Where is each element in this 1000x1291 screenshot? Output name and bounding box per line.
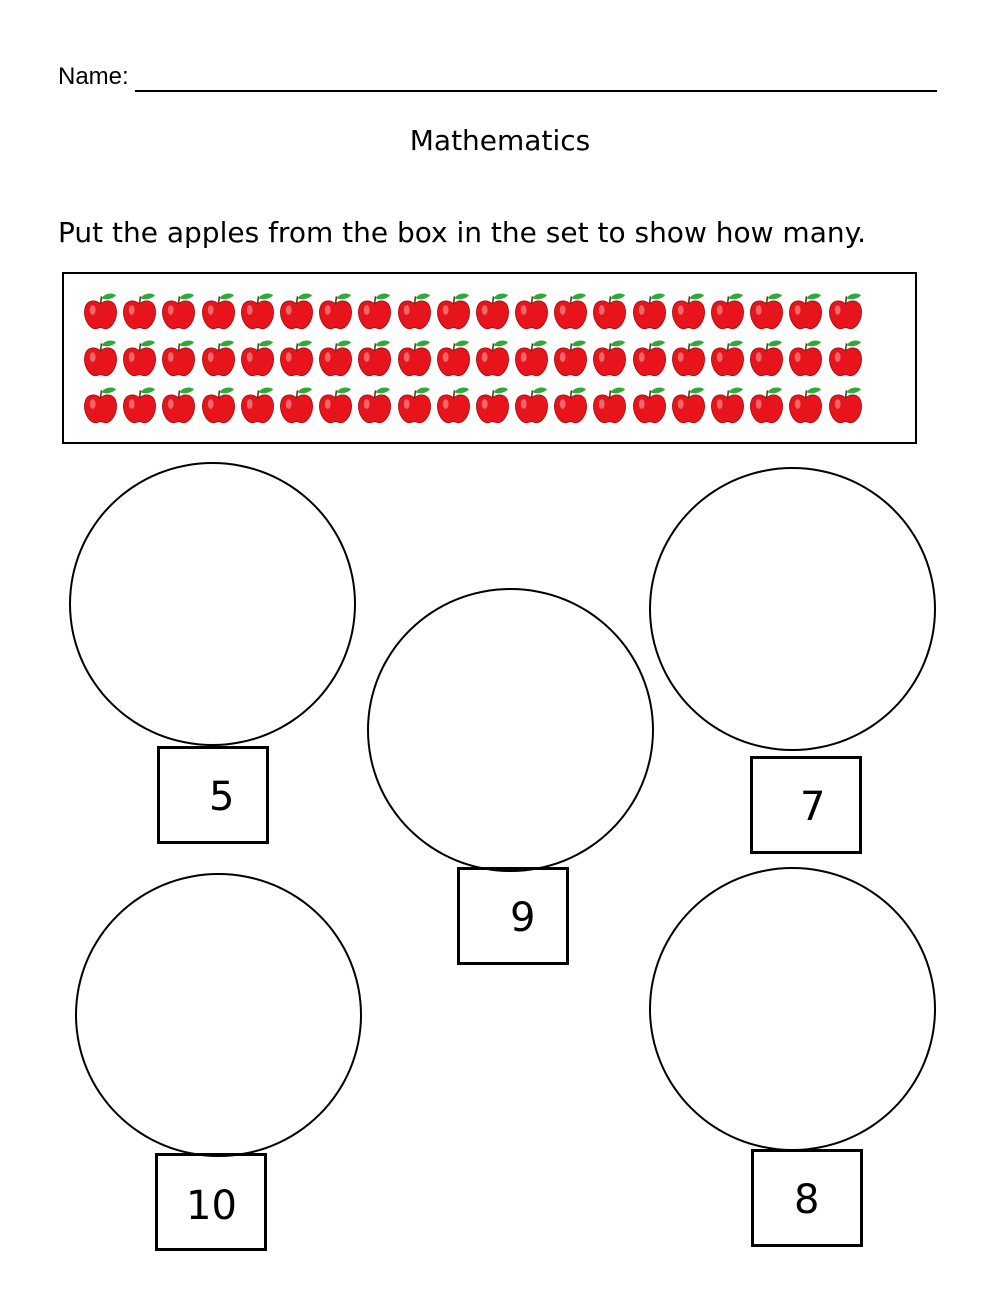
apple-icon[interactable] [669, 382, 708, 426]
apple-icon[interactable] [669, 288, 708, 332]
number-box-a [157, 746, 269, 844]
apple-icon[interactable] [590, 288, 629, 332]
apple-icon[interactable] [355, 382, 394, 426]
apple-icon[interactable] [238, 335, 277, 379]
apple-icon[interactable] [199, 335, 238, 379]
apple-icon[interactable] [238, 288, 277, 332]
apple-icon[interactable] [434, 382, 473, 426]
name-label: Name: [58, 63, 129, 90]
apple-icon[interactable] [355, 335, 394, 379]
apple-icon[interactable] [81, 288, 120, 332]
set-circle-d[interactable] [75, 873, 362, 1157]
apple-icon[interactable] [512, 382, 551, 426]
apple-icon[interactable] [81, 335, 120, 379]
set-circle-c[interactable] [649, 467, 936, 751]
apple-row [81, 335, 881, 379]
apple-icon[interactable] [434, 335, 473, 379]
instruction-text: Put the apples from the box in the set to show how many. [58, 216, 867, 249]
apple-icon[interactable] [786, 382, 825, 426]
number-label-b: 9 [510, 895, 536, 941]
apple-icon[interactable] [473, 288, 512, 332]
apple-icon[interactable] [120, 288, 159, 332]
apple-icon[interactable] [747, 335, 786, 379]
apple-icon[interactable] [747, 382, 786, 426]
apple-icon[interactable] [159, 382, 198, 426]
apple-icon[interactable] [277, 382, 316, 426]
apple-icon[interactable] [355, 288, 394, 332]
apple-icon[interactable] [826, 382, 865, 426]
apple-icon[interactable] [630, 382, 669, 426]
apple-icon[interactable] [120, 382, 159, 426]
apple-icon[interactable] [395, 382, 434, 426]
apple-icon[interactable] [826, 335, 865, 379]
apple-icon[interactable] [238, 382, 277, 426]
set-circle-e[interactable] [649, 867, 936, 1151]
apple-icon[interactable] [473, 382, 512, 426]
set-circle-b[interactable] [367, 588, 654, 872]
apple-icon[interactable] [277, 288, 316, 332]
apple-icon[interactable] [473, 335, 512, 379]
apple-icon[interactable] [630, 335, 669, 379]
name-line[interactable] [135, 90, 937, 92]
apple-icon[interactable] [630, 288, 669, 332]
apple-row [81, 288, 881, 332]
apple-icon[interactable] [512, 288, 551, 332]
apple-icon[interactable] [316, 382, 355, 426]
apple-icon[interactable] [786, 288, 825, 332]
apple-icon[interactable] [120, 335, 159, 379]
apple-icon[interactable] [826, 288, 865, 332]
apple-icon[interactable] [708, 382, 747, 426]
number-box-e [751, 1149, 863, 1247]
apple-icon[interactable] [395, 288, 434, 332]
apple-row [81, 382, 881, 426]
apple-icon[interactable] [434, 288, 473, 332]
apple-icon[interactable] [708, 335, 747, 379]
page-title: Mathematics [409, 124, 591, 157]
apple-icon[interactable] [316, 288, 355, 332]
apple-icon[interactable] [512, 335, 551, 379]
apple-icon[interactable] [159, 335, 198, 379]
apple-icon[interactable] [316, 335, 355, 379]
apple-icon[interactable] [199, 382, 238, 426]
number-label-c: 7 [800, 784, 826, 830]
apple-icon[interactable] [395, 335, 434, 379]
number-label-e: 8 [794, 1177, 820, 1223]
apple-icon[interactable] [590, 335, 629, 379]
number-label-a: 5 [209, 774, 235, 820]
number-box-d [155, 1153, 267, 1251]
number-label-d: 10 [186, 1183, 237, 1229]
apple-icon[interactable] [199, 288, 238, 332]
apple-icon[interactable] [551, 382, 590, 426]
number-box-c [750, 756, 862, 854]
apple-icon[interactable] [708, 288, 747, 332]
number-box-b [457, 867, 569, 965]
apple-box [62, 272, 917, 444]
apple-icon[interactable] [590, 382, 629, 426]
apple-icon[interactable] [747, 288, 786, 332]
apple-icon[interactable] [277, 335, 316, 379]
apple-icon[interactable] [786, 335, 825, 379]
apple-icon[interactable] [159, 288, 198, 332]
apple-icon[interactable] [551, 335, 590, 379]
apple-icon[interactable] [669, 335, 708, 379]
apple-icon[interactable] [551, 288, 590, 332]
apple-icon[interactable] [81, 382, 120, 426]
name-field[interactable] [58, 62, 938, 96]
set-circle-a[interactable] [69, 462, 356, 746]
